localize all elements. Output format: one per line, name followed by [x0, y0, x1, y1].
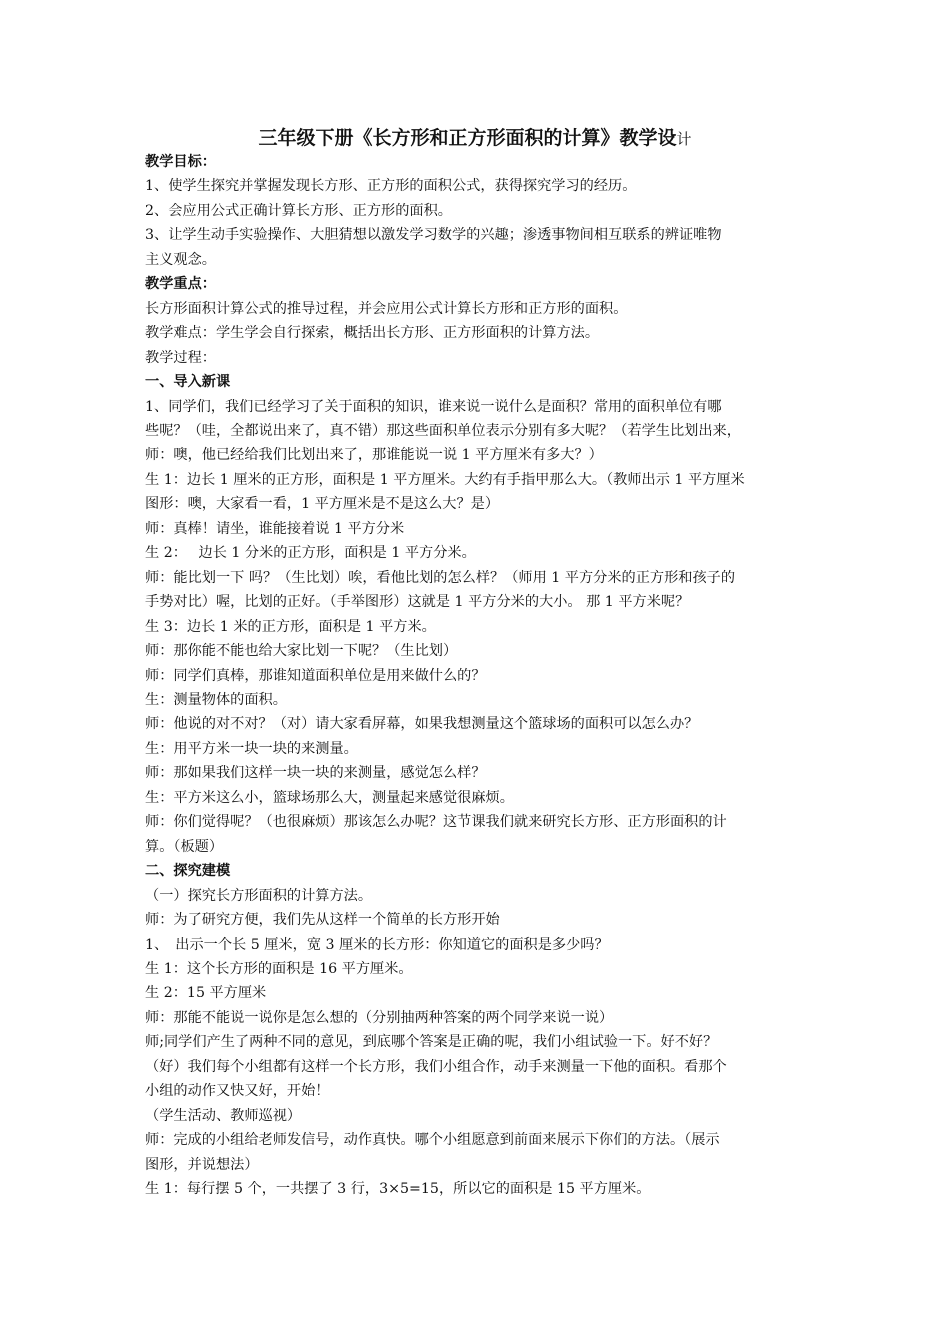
title-tail: 计 [676, 130, 692, 148]
text-line: 师：噢，他已经给我们比划出来了，那谁能说一说 1 平方厘米有多大？） [145, 447, 603, 464]
text-line: 算。（板题） [145, 838, 224, 855]
text-line: （好）我们每个小组都有这样一个长方形，我们小组合作，动手来测量一下他的面积。看那个 [145, 1058, 727, 1075]
text-line: 教学难点：学生学会自行探索，概括出长方形、正方形面积的计算方法。 [145, 325, 600, 342]
text-line: 师：真棒！请坐，谁能接着说 1 平方分米 [145, 520, 405, 537]
title-main: 三年级下册《长方形和正方形面积的计算》教学设 [258, 127, 677, 149]
text-line: 教学过程： [145, 349, 216, 366]
text-line: 师：你们觉得呢？（也很麻烦）那该怎么办呢？这节课我们就来研究长方形、正方形面积的计 [145, 814, 727, 831]
text-line: 长方形面积计算公式的推导过程，并会应用公式计算长方形和正方形的面积。 [145, 300, 628, 317]
text-line: 师：同学们真棒，那谁知道面积单位是用来做什么的？ [145, 667, 486, 684]
text-line: 生：测量物体的面积。 [145, 691, 287, 708]
text-line: 1、同学们，我们已经学习了关于面积的知识，谁来说一说什么是面积？常用的面积单位有哪 [145, 398, 722, 415]
text-line: 生 1：每行摆 5 个，一共摆了 3 行，3×5=15，所以它的面积是 15 平方厘米。 [145, 1181, 651, 1198]
text-line: （一）探究长方形面积的计算方法。 [145, 887, 373, 904]
text-line: 师：他说的对不对？（对）请大家看屏幕，如果我想测量这个篮球场的面积可以怎么办？ [145, 716, 699, 733]
text-line: 主义观念。 [145, 251, 216, 268]
text-line: 师：那你能不能也给大家比划一下呢？（生比划） [145, 643, 458, 660]
text-line: 2、会应用公式正确计算长方形、正方形的面积。 [145, 202, 452, 219]
text-line: （学生活动、教师巡视） [145, 1107, 302, 1124]
text-line: 师：那能不能说一说你是怎么想的（分别抽两种答案的两个同学来说一说） [145, 1009, 614, 1026]
text-line: 生 1：这个长方形的面积是 16 平方厘米。 [145, 960, 413, 977]
section-heading: 教学重点： [145, 276, 216, 293]
text-line: 1、使学生探究并掌握发现长方形、正方形的面积公式，获得探究学习的经历。 [145, 178, 637, 195]
document-title [0, 124, 950, 153]
text-line: 生 3：边长 1 米的正方形，面积是 1 平方米。 [145, 618, 436, 635]
document-body [145, 150, 817, 1201]
text-line: 小组的动作又快又好，开始！ [145, 1083, 330, 1100]
text-line: 生：平方米这么小，篮球场那么大，测量起来感觉很麻烦。 [145, 789, 514, 806]
text-line: 师：能比划一下 吗？（生比划）唉，看他比划的怎么样？（师用 1 平方分米的正方形和孩子的 [145, 569, 736, 586]
text-line: 生 2： 边长 1 分米的正方形，面积是 1 平方分米。 [145, 545, 476, 562]
text-line: 师：那如果我们这样一块一块的来测量，感觉怎么样？ [145, 765, 486, 782]
text-line: 生：用平方米一块一块的来测量。 [145, 740, 358, 757]
section-heading: 一、导入新课 [145, 374, 231, 391]
text-line: 图形，并说想法） [145, 1156, 259, 1173]
text-line: 师：为了研究方便，我们先从这样一个简单的长方形开始 [145, 912, 500, 929]
text-line: 手势对比）喔，比划的正好。（手举图形）这就是 1 平方分米的大小。 那 1 平方米呢？ [145, 594, 690, 611]
text-line: 1、 出示一个长 5 厘米，宽 3 厘米的长方形：你知道它的面积是多少吗？ [145, 936, 609, 953]
section-heading: 教学目标： [145, 154, 216, 170]
text-line: 生 2：15 平方厘米 [145, 985, 267, 1002]
text-line: 师;同学们产生了两种不同的意见，到底哪个答案是正确的呢，我们小组试验一下。好不好？ [145, 1034, 718, 1051]
text-line: 图形：噢，大家看一看，1 平方厘米是不是这么大？是） [145, 496, 500, 513]
text-line: 生 1：边长 1 厘米的正方形，面积是 1 平方厘米。大约有手指甲那么大。（教师出示 1 平方厘米 [145, 471, 745, 488]
section-heading: 二、探究建模 [145, 863, 231, 880]
text-line: 些呢？（哇，全都说出来了，真不错）那这些面积单位表示分别有多大呢？（若学生比划出来， [145, 422, 741, 439]
text-line: 师：完成的小组给老师发信号，动作真快。哪个小组愿意到前面来展示下你们的方法。（展示 [145, 1132, 720, 1149]
text-line: 3、让学生动手实验操作、大胆猜想以激发学习数学的兴趣；渗透事物间相互联系的辨证唯物 [145, 227, 722, 244]
